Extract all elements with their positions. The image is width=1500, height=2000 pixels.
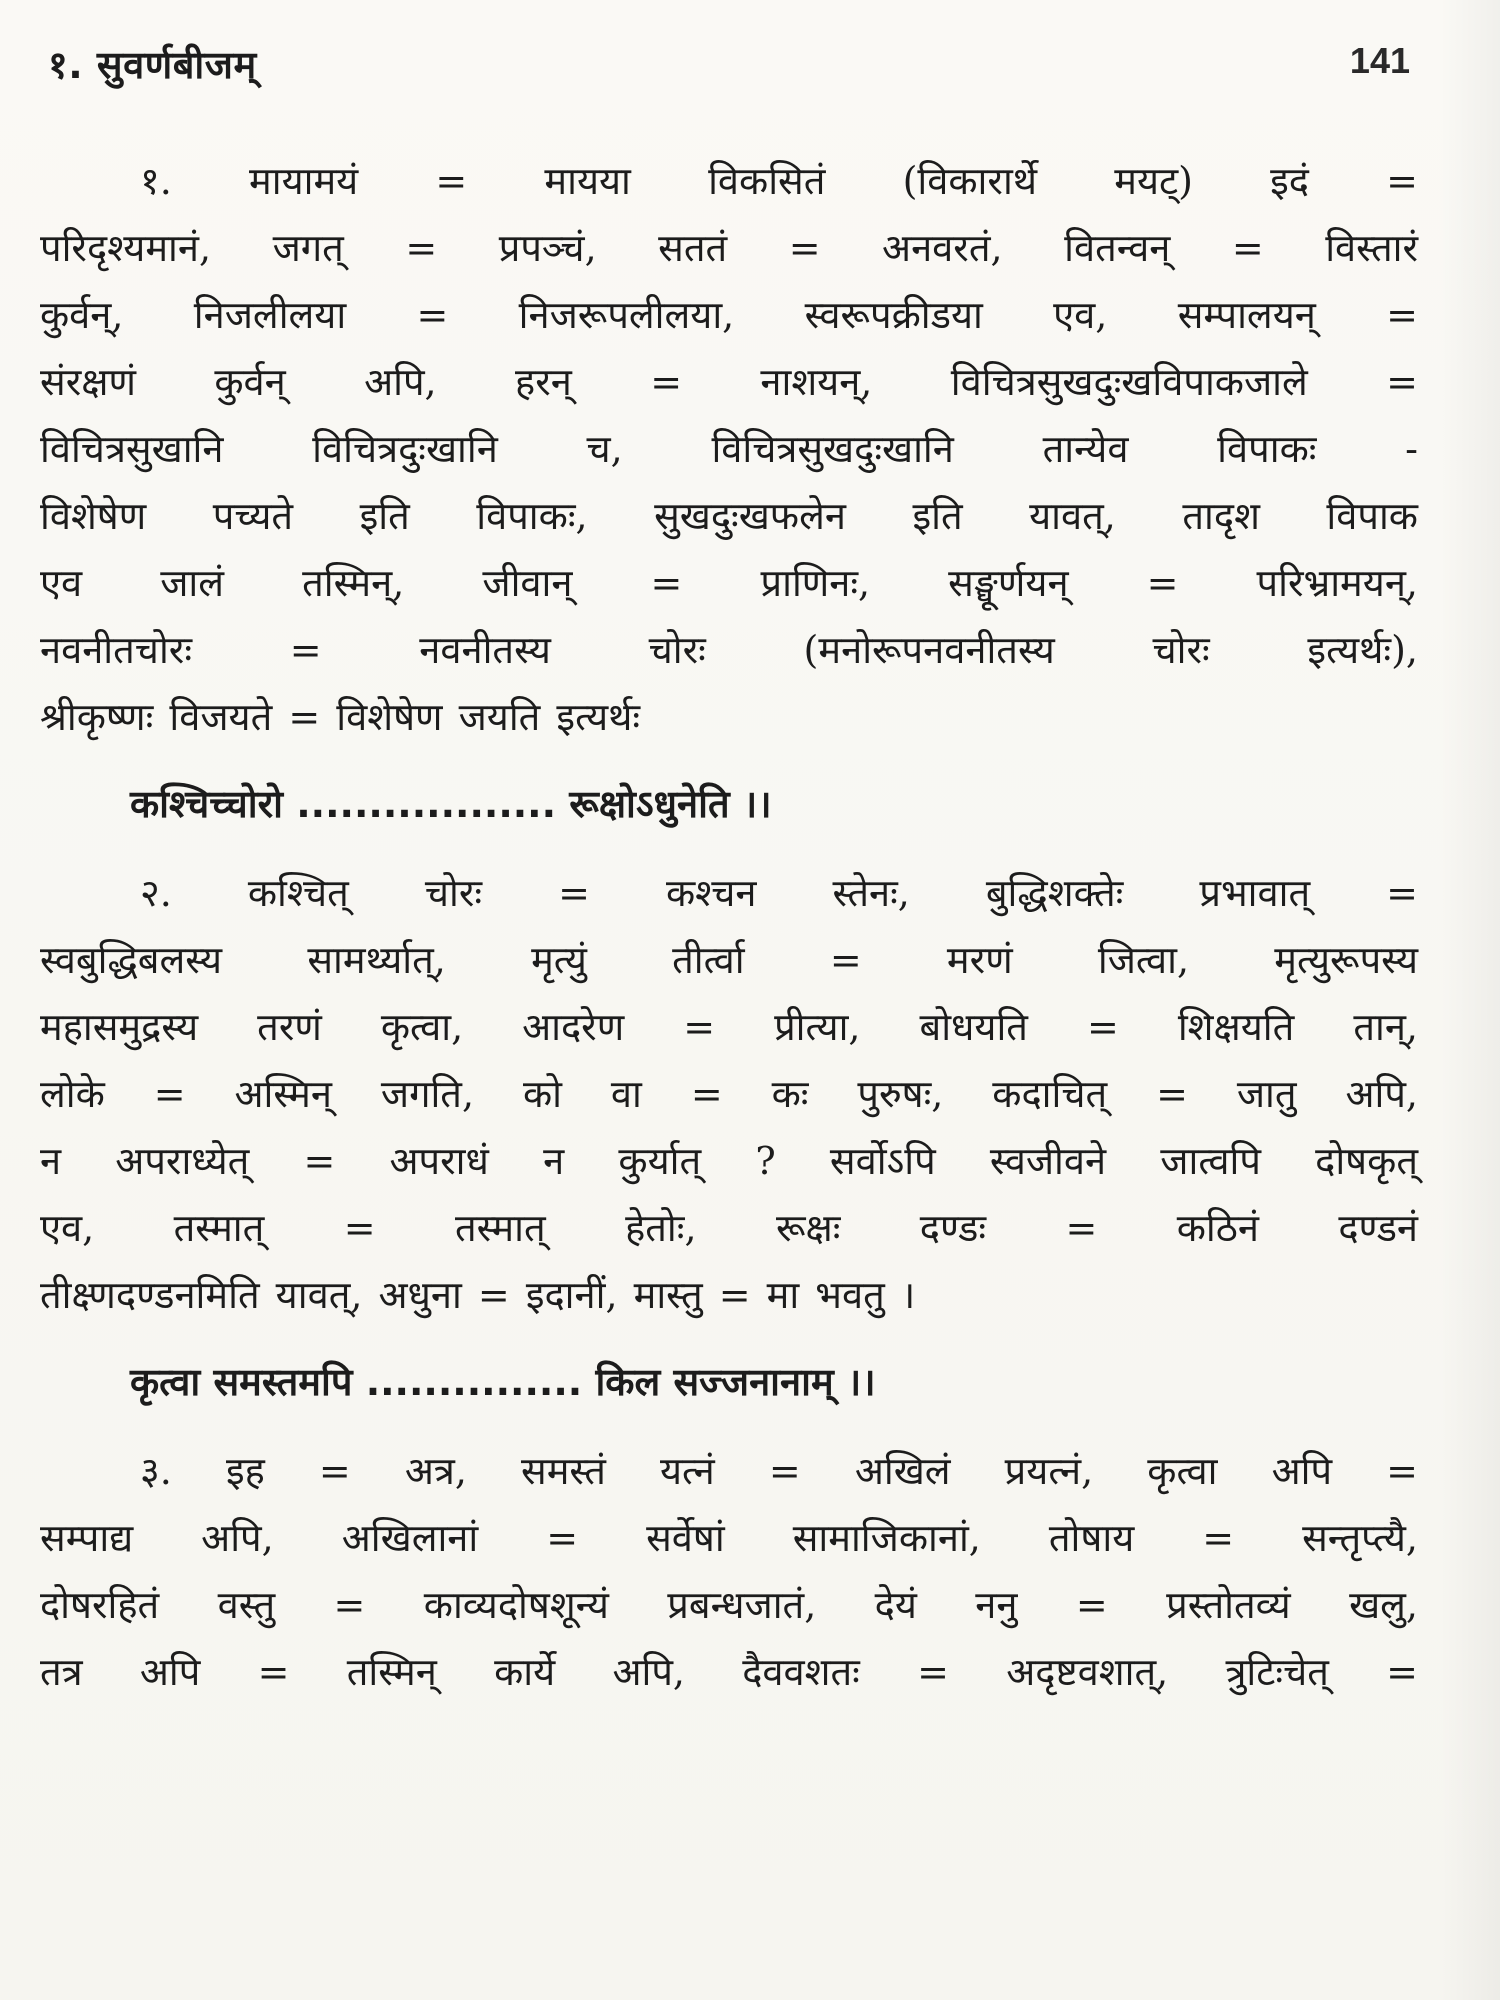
text-line: कुर्वन्, निजलीलया = निजरूपलीलया, स्वरूपक्रीडया एव, सम्पालयन् = <box>40 293 1418 337</box>
text-line: संरक्षणं कुर्वन् अपि, हरन् = नाशयन्, विचित्रसुखदुःखविपाकजाले = <box>40 360 1418 404</box>
commentary-paragraph-1 <box>40 148 1418 751</box>
verse-reference-2: कृत्वा समस्तमपि ............... किल सज्जनानाम् ।। <box>130 1360 876 1404</box>
text-line: न अपराध्येत् = अपराधं न कुर्यात् ? सर्वोऽपि स्वजीवने जात्वपि दोषकृत् <box>40 1139 1418 1183</box>
text-line: सम्पाद्य अपि, अखिलानां = सर्वेषां सामाजिकानां, तोषाय = सन्तृप्त्यै, <box>40 1516 1418 1560</box>
text-line: लोके = अस्मिन् जगति, को वा = कः पुरुषः, कदाचित् = जातु अपि, <box>40 1072 1418 1116</box>
commentary-paragraph-2 <box>40 860 1418 1329</box>
page-header <box>48 38 1410 98</box>
text-line: दोषरहितं वस्तु = काव्यदोषशून्यं प्रबन्धजातं, देयं ननु = प्रस्तोतव्यं खलु, <box>40 1583 1418 1627</box>
text-line: विचित्रसुखानि विचित्रदुःखानि च, विचित्रसुखदुःखानि तान्येव विपाकः - <box>40 427 1418 471</box>
commentary-paragraph-3 <box>40 1438 1418 1706</box>
text-line: एव जालं तस्मिन्, जीवान् = प्राणिनः, सङ्घूर्णयन् = परिभ्रामयन्, <box>40 561 1418 605</box>
text-line: तत्र अपि = तस्मिन् कार्ये अपि, दैववशतः = अदृष्टवशात्, त्रुटिःचेत् = <box>40 1650 1418 1694</box>
verse-reference-1: कश्चिच्चोरो .................. रूक्षोऽधुनेति ।। <box>130 782 772 826</box>
text-line: नवनीतचोरः = नवनीतस्य चोरः (मनोरूपनवनीतस्य चोरः इत्यर्थः), <box>40 628 1418 672</box>
text-line: तीक्ष्णदण्डनमिति यावत्, अधुना = इदानीं, मास्तु = मा भवतु । <box>40 1273 916 1317</box>
text-line: विशेषेण पच्यते इति विपाकः, सुखदुःखफलेन इति यावत्, तादृश विपाक <box>40 494 1418 538</box>
text-line: महासमुद्रस्य तरणं कृत्वा, आदरेण = प्रीत्या, बोधयति = शिक्षयति तान्, <box>40 1005 1418 1049</box>
text-line: १. मायामयं = मायया विकसितं (विकारार्थे मयट्) इदं = <box>140 159 1418 203</box>
page-edge-shadow <box>1440 0 1500 2000</box>
chapter-title: १. सुवर्णबीजम् <box>48 43 257 87</box>
page-body <box>40 148 1418 1706</box>
text-line: एव, तस्मात् = तस्मात् हेतोः, रूक्षः दण्डः = कठिनं दण्डनं <box>40 1206 1418 1250</box>
text-line: श्रीकृष्णः विजयते = विशेषेण जयति इत्यर्थः <box>40 695 641 739</box>
page-number: 141 <box>1349 40 1410 81</box>
text-line: परिदृश्यमानं, जगत् = प्रपञ्चं, सततं = अनवरतं, वितन्वन् = विस्तारं <box>40 226 1418 270</box>
text-line: २. कश्चित् चोरः = कश्चन स्तेनः, बुद्धिशक्तेः प्रभावात् = <box>140 871 1418 915</box>
text-line: स्वबुद्धिबलस्य सामर्थ्यात्, मृत्युं तीर्त्वा = मरणं जित्वा, मृत्युरूपस्य <box>40 938 1418 982</box>
text-line: ३. इह = अत्र, समस्तं यत्नं = अखिलं प्रयत्नं, कृत्वा अपि = <box>140 1449 1418 1493</box>
